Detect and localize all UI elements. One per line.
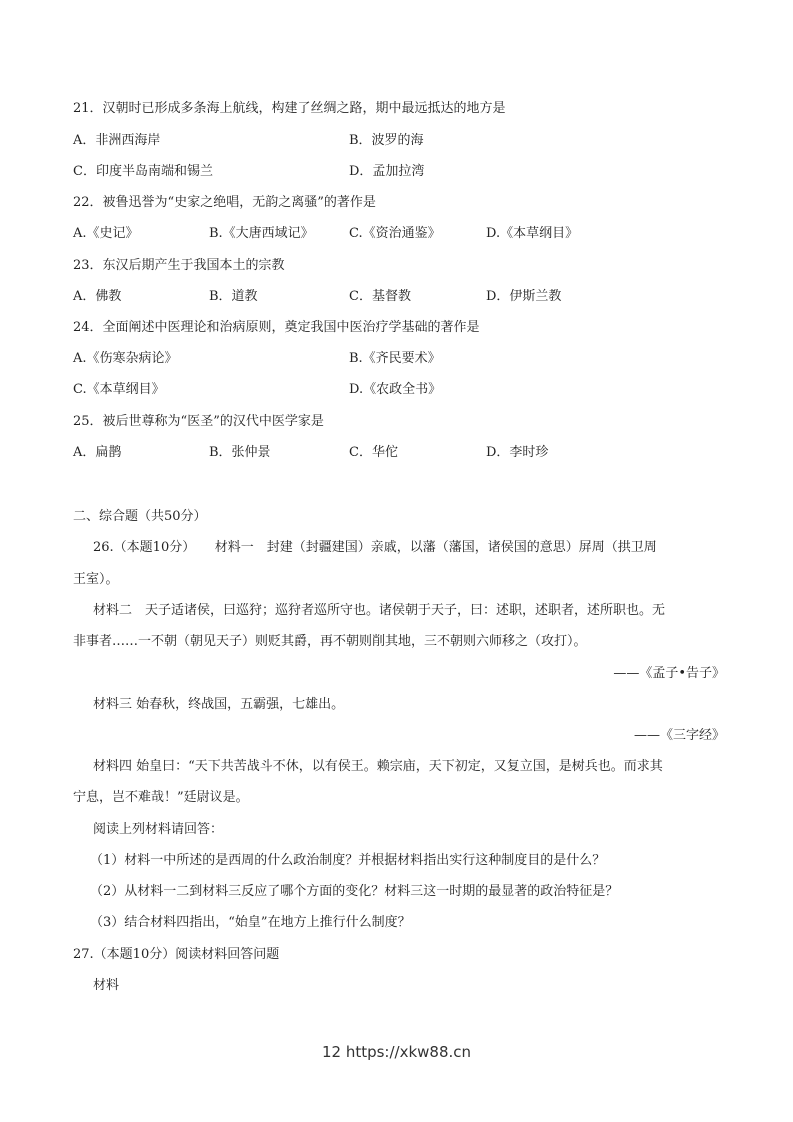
sub-question-3: （3）结合材料四指出，“始皇”在地方上推行什么制度？ bbox=[90, 915, 411, 930]
option-d: D.《农政全书》 bbox=[349, 382, 442, 397]
material-label: 材料 bbox=[93, 978, 120, 993]
section-title: 二、综合题（共50分） bbox=[73, 509, 207, 524]
question-stem: 24．全面阐述中医理论和治病原则，奠定我国中医治疗学基础的著作是 bbox=[73, 320, 480, 335]
option-d: D.《本草纲目》 bbox=[486, 226, 579, 241]
option-b: B．道教 bbox=[209, 289, 258, 304]
option-c: C．印度半岛南端和锡兰 bbox=[73, 164, 213, 179]
option-d: D．李时珍 bbox=[486, 445, 549, 460]
option-a: A．佛教 bbox=[73, 289, 122, 304]
question-stem: 27.（本题10分）阅读材料回答问题 bbox=[73, 947, 280, 962]
option-d: D．孟加拉湾 bbox=[349, 164, 425, 179]
question-stem: 25．被后世尊称为“医圣”的汉代中医学家是 bbox=[73, 414, 324, 429]
sub-question-2: （2）从材料一二到材料三反应了哪个方面的变化？材料三这一时期的最显著的政治特征是？ bbox=[90, 884, 619, 899]
option-d: D．伊斯兰教 bbox=[486, 289, 562, 304]
question-stem: 23．东汉后期产生于我国本土的宗教 bbox=[73, 258, 285, 273]
option-b: B．张仲景 bbox=[209, 445, 271, 460]
option-b: B.《齐民要术》 bbox=[349, 351, 441, 366]
option-b: B．波罗的海 bbox=[349, 133, 424, 148]
material-4-line-2: 宁息，岂不难哉！”廷尉议是。 bbox=[73, 790, 249, 805]
sub-question-1: （1）材料一中所述的是西周的什么政治制度？并根据材料指出实行这种制度目的是什么？ bbox=[90, 853, 606, 868]
option-c: C．基督教 bbox=[349, 289, 411, 304]
option-a: A.《伤寒杂病论》 bbox=[73, 351, 178, 366]
material-1-line-2: 王室）。 bbox=[73, 572, 119, 587]
option-c: C.《本草纲目》 bbox=[73, 382, 165, 397]
question-stem: 21．汉朝时已形成多条海上航线，构建了丝绸之路，期中最远抵达的地方是 bbox=[73, 101, 506, 116]
answer-prompt: 阅读上列材料请回答： bbox=[93, 822, 224, 837]
page-footer: 12 https://xkw88.cn bbox=[321, 1043, 472, 1061]
option-b: B.《大唐西域记》 bbox=[209, 226, 314, 241]
material-1-line-1: 26.（本题10分） 材料一 封建（封疆建国）亲戚，以藩（藩国，诸侯国的意思）屏周（拱卫周 bbox=[93, 540, 657, 555]
option-a: A.《史记》 bbox=[73, 226, 139, 241]
option-a: A．扁鹊 bbox=[73, 445, 122, 460]
material-3-source: ——《三字经》 bbox=[633, 728, 725, 743]
material-2-source: ——《孟子•告子》 bbox=[613, 666, 725, 681]
material-4-line-1: 材料四 始皇曰：“天下共苦战斗不休，以有侯王。赖宗庙，天下初定，又复立国，是树兵也。而求其 bbox=[93, 759, 663, 774]
option-c: C．华佗 bbox=[349, 445, 398, 460]
question-stem: 22．被鲁迅誉为“史家之绝唱，无韵之离骚”的著作是 bbox=[73, 195, 376, 210]
option-c: C.《资治通鉴》 bbox=[349, 226, 441, 241]
option-a: A．非洲西海岸 bbox=[73, 133, 161, 148]
material-3: 材料三 始春秋，终战国，五霸强，七雄出。 bbox=[93, 697, 345, 712]
material-2-line-1: 材料二 天子适诸侯，曰巡狩；巡狩者巡所守也。诸侯朝于天子，曰：述职，述职者，述所职也。无 bbox=[93, 603, 666, 618]
material-2-line-2: 非事者……一不朝（朝见天子）则贬其爵，再不朝则削其地，三不朝则六师移之（攻打）。 bbox=[73, 634, 587, 649]
